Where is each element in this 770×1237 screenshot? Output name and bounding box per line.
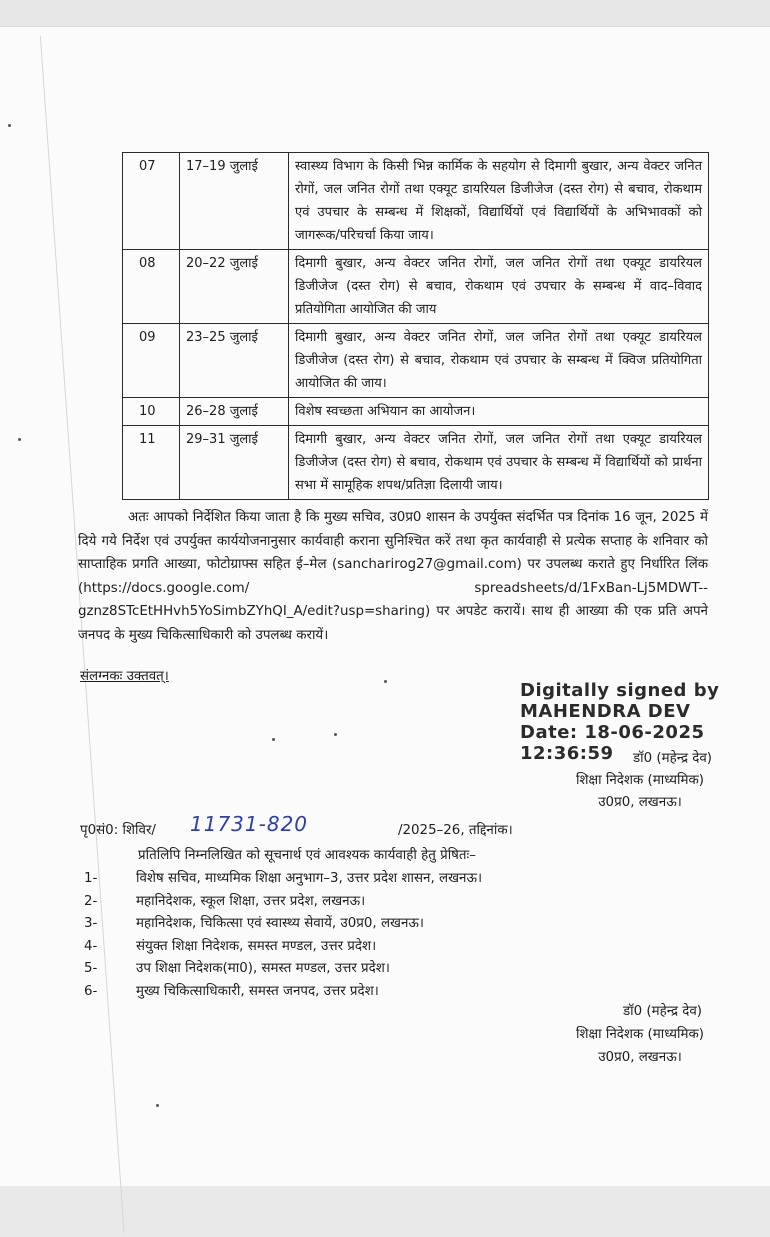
row-description: दिमागी बुखार, अन्य वेक्टर जनित रोगों, जल जनित रोगों तथा एक्यूट डायरियल डिजीजेज (दस्त रोग) से बचाव, रोकथाम एवं उपचार के सम्बन्ध में वाद–विवाद प्रतियोगिता आयोजित की जाय (289, 250, 709, 324)
row-description: विशेष स्वच्छता अभियान का आयोजन। (289, 398, 709, 426)
list-item-text: मुख्य चिकित्साधिकारी, समस्त जनपद, उत्तर प्रदेश। (136, 983, 379, 999)
table-row (123, 426, 709, 500)
list-item-text: उप शिक्षा निदेशक(मा0), समस्त मण्डल, उत्तर प्रदेश। (136, 961, 390, 976)
list-item (84, 913, 482, 936)
instruction-text: अतः आपको निर्देशित किया जाता है कि मुख्य सचिव, उ0प्र0 शासन के उपर्युक्त संदर्भित पत्र दिनांक 16 जून, 2025 में दिये गये निर्देश एवं उपर्युक्त कार्ययोजनानुसार कार्यवाही कराना सुनिश्चित करें तथा कृत कार्यवाही से प्रत्येक सप्ताह के शनिवार को साप्ताहिक प्रगति आख्या, फोटोग्राफ्स सहित ई–मेल (sancharirog27@gmail.com) पर उपलब्ध कराते हुए निर्धारित लिंक (https://docs.google.com/ spreadsheets/d/1FxBan-Lj5MDWT--gznz8STcEtHHvh5YoSimbZYhQI_A/edit?usp=sharing) पर अपडेट करायें। साथ ही आख्या की एक प्रति अपने जनपद के मुख्य चिकित्साधिकारी को उपलब्ध करायें। (78, 510, 708, 643)
row-number: 10 (123, 398, 180, 426)
table-row (123, 398, 709, 426)
list-item-number: 3- (84, 916, 98, 931)
signatory-name: डॉ0 (महेन्द्र देव) (622, 1004, 702, 1019)
scan-speck (272, 738, 275, 741)
table-row (123, 250, 709, 324)
list-item-number: 2- (84, 893, 98, 909)
list-item-text: संयुक्त शिक्षा निदेशक, समस्त मण्डल, उत्तर प्रदेश। (136, 938, 377, 954)
row-description: स्वास्थ्य विभाग के किसी भिन्न कार्मिक के सहयोग से दिमागी बुखार, अन्य वेक्टर जनित रोगों, जल जनित रोगों तथा एक्यूट डायरियल डिजीजेज (दस्त रोग) से बचाव, रोकथाम एवं उपचार के सम्बन्ध में शिक्षकों, विद्यार्थियों एवं विद्यार्थियों के अभिभावकों को जागरूक/परिचर्चा किया जाय। (289, 153, 709, 250)
row-description: दिमागी बुखार, अन्य वेक्टर जनित रोगों, जल जनित रोगों तथा एक्यूट डायरियल डिजीजेज (दस्त रोग) से बचाव, रोकथाम एवं उपचार के सम्बन्ध में विद्यार्थियों को प्रार्थना सभा में सामूहिक शपथ/प्रतिज्ञा दिलायी जाय। (289, 426, 709, 500)
row-date: 20–22 जुलाई (180, 250, 289, 324)
list-item-text: महानिदेशक, स्कूल शिक्षा, उत्तर प्रदेश, लखनऊ। (136, 893, 366, 909)
scan-speck (18, 438, 21, 441)
row-date: 17–19 जुलाई (180, 153, 289, 250)
list-item-number: 4- (84, 938, 98, 954)
list-item-text: विशेष सचिव, माध्यमिक शिक्षा अनुभाग–3, उत्तर प्रदेश शासन, लखनऊ। (136, 871, 483, 886)
table-row (123, 324, 709, 398)
row-date: 26–28 जुलाई (180, 398, 289, 426)
scan-speck (8, 124, 11, 127)
digital-signature-date: Date: 18-06-2025 (520, 722, 705, 743)
row-number: 07 (123, 153, 180, 250)
signatory-name: डॉ0 (महेन्द्र देव) (632, 751, 712, 766)
table-row (123, 153, 709, 250)
signatory-designation: शिक्षा निदेशक (माध्यमिक) (575, 1027, 705, 1042)
row-date: 23–25 जुलाई (180, 324, 289, 398)
signatory-place: उ0प्र0, लखनऊ। (598, 795, 682, 810)
scan-speck (334, 733, 337, 736)
list-item-number: 6- (84, 983, 98, 999)
signatory-block (560, 748, 720, 814)
row-number: 08 (123, 250, 180, 324)
row-number: 11 (123, 426, 180, 500)
scan-speck (156, 1104, 159, 1107)
list-item (84, 868, 482, 891)
row-description: दिमागी बुखार, अन्य वेक्टर जनित रोगों, जल जनित रोगों तथा एक्यूट डायरियल डिजीजेज (दस्त रोग) से बचाव, रोकथाम एवं उपचार के सम्बन्ध में क्विज प्रतियोगिता आयोजित की जाय। (289, 324, 709, 398)
list-item (84, 891, 482, 914)
copy-to-list (84, 868, 482, 1003)
row-date: 29–31 जुलाई (180, 426, 289, 500)
list-item (84, 958, 482, 981)
annexure-note: संलग्नकः उक्तवत्। (80, 669, 169, 684)
copy-to-heading: प्रतिलिपि निम्नलिखित को सूचनार्थ एवं आवश्यक कार्यवाही हेतु प्रेषितः– (138, 848, 476, 863)
list-item-number: 5- (84, 961, 98, 976)
viewer-top-bar (0, 0, 770, 25)
signatory-block-copy (560, 1000, 720, 1069)
instruction-paragraph (78, 506, 708, 647)
row-number: 09 (123, 324, 180, 398)
digital-signature-time: 12:36:59 (520, 743, 614, 764)
list-item-number: 1- (84, 871, 98, 886)
scan-speck (384, 680, 387, 683)
list-item (84, 936, 482, 959)
signatory-designation: शिक्षा निदेशक (माध्यमिक) (575, 773, 705, 788)
signatory-place: उ0प्र0, लखनऊ। (598, 1050, 682, 1065)
list-item (84, 981, 482, 1004)
digital-signature-name: MAHENDRA DEV (520, 701, 691, 722)
list-item-text: महानिदेशक, चिकित्सा एवं स्वास्थ्य सेवायें, उ0प्र0, लखनऊ। (136, 916, 424, 931)
activity-schedule-table (122, 152, 709, 500)
digital-signature-line: Digitally signed by (520, 680, 720, 701)
reference-number-prefix: पृ0सं0: शिविर/ (80, 823, 156, 838)
handwritten-dispatch-number: 11731-820 (190, 812, 309, 836)
reference-number-suffix: /2025–26, तद्दिनांक। (398, 823, 513, 838)
